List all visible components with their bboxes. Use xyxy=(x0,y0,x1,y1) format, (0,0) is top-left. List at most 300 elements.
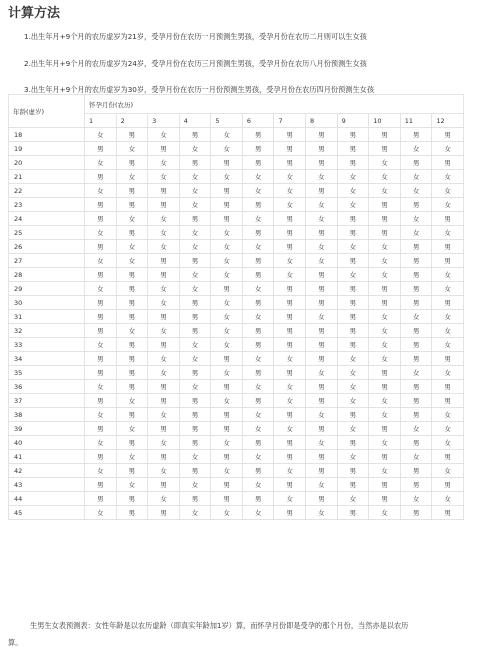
gender-cell: 女 xyxy=(306,212,338,226)
gender-cell: 男 xyxy=(85,492,117,506)
gender-cell: 男 xyxy=(211,422,243,436)
gender-cell: 女 xyxy=(116,254,148,268)
gender-cell: 男 xyxy=(369,142,401,156)
gender-cell: 男 xyxy=(242,338,274,352)
gender-cell: 女 xyxy=(211,128,243,142)
gender-cell: 男 xyxy=(369,128,401,142)
gender-cell: 女 xyxy=(400,310,432,324)
gender-cell: 男 xyxy=(211,184,243,198)
gender-cell: 女 xyxy=(211,240,243,254)
age-cell: 31 xyxy=(9,310,85,324)
table-row xyxy=(9,268,464,282)
gender-cell: 女 xyxy=(179,338,211,352)
table-row xyxy=(9,198,464,212)
gender-cell: 男 xyxy=(242,268,274,282)
gender-cell: 男 xyxy=(242,394,274,408)
gender-cell: 女 xyxy=(369,464,401,478)
gender-cell: 女 xyxy=(85,282,117,296)
gender-cell: 男 xyxy=(400,464,432,478)
gender-cell: 男 xyxy=(242,296,274,310)
gender-cell: 女 xyxy=(179,282,211,296)
gender-cell: 女 xyxy=(337,198,369,212)
gender-cell: 女 xyxy=(211,506,243,520)
gender-cell: 女 xyxy=(400,450,432,464)
gender-cell: 男 xyxy=(116,296,148,310)
gender-cell: 男 xyxy=(306,422,338,436)
gender-cell: 男 xyxy=(337,478,369,492)
table-row xyxy=(9,212,464,226)
gender-cell: 男 xyxy=(400,380,432,394)
gender-cell: 男 xyxy=(369,198,401,212)
month-header-5: 5 xyxy=(211,114,243,128)
gender-cell: 女 xyxy=(432,310,464,324)
gender-cell: 男 xyxy=(306,464,338,478)
gender-cell: 男 xyxy=(85,310,117,324)
gender-cell: 女 xyxy=(337,184,369,198)
gender-cell: 男 xyxy=(116,156,148,170)
gender-cell: 男 xyxy=(211,408,243,422)
gender-cell: 男 xyxy=(148,478,180,492)
gender-cell: 男 xyxy=(116,436,148,450)
gender-cell: 男 xyxy=(116,128,148,142)
gender-cell: 女 xyxy=(85,254,117,268)
gender-cell: 男 xyxy=(211,198,243,212)
gender-cell: 男 xyxy=(306,450,338,464)
gender-cell: 男 xyxy=(400,436,432,450)
gender-cell: 男 xyxy=(306,156,338,170)
age-cell: 29 xyxy=(9,282,85,296)
gender-cell: 男 xyxy=(85,296,117,310)
gender-cell: 男 xyxy=(337,142,369,156)
gender-cell: 女 xyxy=(85,338,117,352)
gender-cell: 男 xyxy=(274,142,306,156)
gender-cell: 女 xyxy=(179,450,211,464)
gender-cell: 女 xyxy=(274,254,306,268)
gender-cell: 女 xyxy=(369,352,401,366)
gender-cell: 女 xyxy=(116,394,148,408)
gender-cell: 女 xyxy=(242,408,274,422)
gender-cell: 男 xyxy=(148,184,180,198)
gender-cell: 女 xyxy=(400,492,432,506)
age-cell: 42 xyxy=(9,464,85,478)
gender-cell: 女 xyxy=(432,408,464,422)
table-row xyxy=(9,254,464,268)
gender-cell: 女 xyxy=(369,268,401,282)
gender-cell: 男 xyxy=(432,212,464,226)
age-cell: 33 xyxy=(9,338,85,352)
gender-cell: 男 xyxy=(337,324,369,338)
gender-cell: 男 xyxy=(337,282,369,296)
gender-cell: 男 xyxy=(148,254,180,268)
table-row xyxy=(9,128,464,142)
gender-cell: 女 xyxy=(148,436,180,450)
age-cell: 24 xyxy=(9,212,85,226)
month-column-header: 怀孕月份(农历) xyxy=(85,95,464,114)
gender-cell: 男 xyxy=(337,338,369,352)
gender-cell: 男 xyxy=(369,282,401,296)
gender-cell: 女 xyxy=(85,156,117,170)
gender-cell: 女 xyxy=(274,394,306,408)
gender-cell: 女 xyxy=(432,492,464,506)
table-row xyxy=(9,240,464,254)
gender-cell: 女 xyxy=(85,436,117,450)
gender-cell: 女 xyxy=(242,240,274,254)
gender-cell: 女 xyxy=(337,380,369,394)
gender-cell: 女 xyxy=(148,240,180,254)
gender-cell: 男 xyxy=(85,422,117,436)
month-header-10: 10 xyxy=(369,114,401,128)
gender-cell: 女 xyxy=(369,184,401,198)
gender-cell: 男 xyxy=(400,352,432,366)
gender-cell: 女 xyxy=(306,478,338,492)
gender-cell: 女 xyxy=(274,492,306,506)
gender-cell: 女 xyxy=(148,226,180,240)
note-2: 2.出生年月+9个月的农历虚岁为24岁，受孕月份在农历三月预测生男孩，受孕月份在农历八月份预测生女孩 xyxy=(24,58,367,68)
gender-cell: 女 xyxy=(148,296,180,310)
gender-cell: 男 xyxy=(274,240,306,254)
gender-cell: 女 xyxy=(148,170,180,184)
gender-cell: 男 xyxy=(179,296,211,310)
gender-cell: 男 xyxy=(116,282,148,296)
gender-cell: 男 xyxy=(432,506,464,520)
gender-cell: 男 xyxy=(85,142,117,156)
gender-cell: 男 xyxy=(400,506,432,520)
age-cell: 28 xyxy=(9,268,85,282)
gender-cell: 女 xyxy=(369,338,401,352)
gender-cell: 女 xyxy=(242,170,274,184)
gender-cell: 男 xyxy=(242,254,274,268)
gender-cell: 女 xyxy=(306,310,338,324)
gender-cell: 男 xyxy=(85,198,117,212)
gender-cell: 女 xyxy=(116,142,148,156)
gender-cell: 女 xyxy=(432,324,464,338)
table-row xyxy=(9,506,464,520)
gender-cell: 男 xyxy=(116,408,148,422)
gender-cell: 女 xyxy=(85,380,117,394)
gender-cell: 男 xyxy=(400,408,432,422)
age-cell: 45 xyxy=(9,506,85,520)
gender-cell: 女 xyxy=(242,310,274,324)
gender-cell: 女 xyxy=(306,366,338,380)
age-cell: 38 xyxy=(9,408,85,422)
gender-cell: 女 xyxy=(116,422,148,436)
gender-cell: 女 xyxy=(337,492,369,506)
gender-cell: 男 xyxy=(306,142,338,156)
table-row xyxy=(9,436,464,450)
gender-cell: 女 xyxy=(400,184,432,198)
gender-cell: 女 xyxy=(274,184,306,198)
gender-cell: 男 xyxy=(148,142,180,156)
gender-cell: 男 xyxy=(211,478,243,492)
gender-cell: 男 xyxy=(306,226,338,240)
gender-cell: 女 xyxy=(148,282,180,296)
table-row xyxy=(9,156,464,170)
gender-cell: 女 xyxy=(337,366,369,380)
gender-cell: 男 xyxy=(432,254,464,268)
gender-cell: 女 xyxy=(369,170,401,184)
gender-cell: 男 xyxy=(400,240,432,254)
gender-cell: 女 xyxy=(242,212,274,226)
gender-cell: 女 xyxy=(85,184,117,198)
gender-cell: 男 xyxy=(85,394,117,408)
footer-line-1: 生男生女表预测表：女性年龄是以农历虚龄（即真实年龄加1岁）算，而怀孕月份即是受孕的那个月份，当然亦是以农历 xyxy=(30,621,409,630)
gender-cell: 女 xyxy=(400,170,432,184)
table-row xyxy=(9,142,464,156)
gender-cell: 男 xyxy=(369,492,401,506)
gender-cell: 男 xyxy=(85,450,117,464)
gender-cell: 男 xyxy=(400,394,432,408)
month-header-9: 9 xyxy=(337,114,369,128)
gender-cell: 男 xyxy=(116,492,148,506)
gender-cell: 女 xyxy=(179,184,211,198)
gender-cell: 男 xyxy=(337,254,369,268)
table-row xyxy=(9,366,464,380)
note-3: 3.出生年月+9个月的农历虚岁为30岁，受孕月份在农历一月份预测生男孩，受孕月份在农历四月份预测生女孩 xyxy=(24,85,375,94)
table-row xyxy=(9,170,464,184)
calculation-notes xyxy=(24,24,494,104)
gender-cell: 男 xyxy=(274,156,306,170)
gender-cell: 女 xyxy=(116,212,148,226)
gender-cell: 女 xyxy=(211,394,243,408)
table-row xyxy=(9,338,464,352)
gender-cell: 女 xyxy=(148,352,180,366)
gender-cell: 男 xyxy=(274,128,306,142)
gender-cell: 男 xyxy=(337,464,369,478)
gender-cell: 女 xyxy=(369,506,401,520)
gender-cell: 女 xyxy=(274,464,306,478)
gender-cell: 男 xyxy=(211,492,243,506)
gender-cell: 男 xyxy=(337,296,369,310)
gender-cell: 女 xyxy=(337,240,369,254)
gender-cell: 男 xyxy=(432,380,464,394)
gender-cell: 女 xyxy=(242,184,274,198)
gender-cell: 男 xyxy=(306,296,338,310)
gender-cell: 男 xyxy=(400,128,432,142)
gender-cell: 男 xyxy=(306,380,338,394)
page-title: 计算方法 xyxy=(8,6,61,21)
age-cell: 27 xyxy=(9,254,85,268)
gender-cell: 女 xyxy=(274,380,306,394)
gender-cell: 女 xyxy=(179,478,211,492)
gender-cell: 男 xyxy=(179,212,211,226)
gender-cell: 女 xyxy=(369,240,401,254)
gender-cell: 男 xyxy=(432,394,464,408)
gender-cell: 女 xyxy=(242,450,274,464)
gender-cell: 男 xyxy=(179,366,211,380)
gender-cell: 男 xyxy=(85,212,117,226)
gender-cell: 男 xyxy=(432,352,464,366)
gender-cell: 女 xyxy=(337,394,369,408)
gender-cell: 女 xyxy=(211,268,243,282)
gender-cell: 女 xyxy=(85,226,117,240)
gender-cell: 女 xyxy=(337,170,369,184)
gender-cell: 男 xyxy=(148,506,180,520)
table-row xyxy=(9,408,464,422)
gender-cell: 男 xyxy=(337,506,369,520)
gender-cell: 男 xyxy=(306,492,338,506)
gender-cell: 女 xyxy=(274,268,306,282)
gender-cell: 女 xyxy=(274,422,306,436)
month-header-3: 3 xyxy=(148,114,180,128)
gender-cell: 女 xyxy=(432,464,464,478)
gender-prediction-table xyxy=(8,94,464,520)
gender-cell: 男 xyxy=(306,394,338,408)
gender-cell: 男 xyxy=(369,422,401,436)
table-row xyxy=(9,394,464,408)
gender-cell: 男 xyxy=(148,380,180,394)
gender-cell: 女 xyxy=(432,282,464,296)
gender-cell: 女 xyxy=(148,324,180,338)
gender-cell: 男 xyxy=(337,128,369,142)
gender-cell: 男 xyxy=(242,156,274,170)
gender-cell: 男 xyxy=(337,212,369,226)
gender-cell: 女 xyxy=(306,170,338,184)
gender-cell: 女 xyxy=(148,464,180,478)
gender-cell: 男 xyxy=(179,492,211,506)
gender-cell: 女 xyxy=(116,478,148,492)
gender-cell: 女 xyxy=(179,226,211,240)
gender-cell: 男 xyxy=(148,310,180,324)
gender-cell: 男 xyxy=(306,338,338,352)
gender-cell: 男 xyxy=(179,310,211,324)
gender-cell: 男 xyxy=(369,366,401,380)
gender-cell: 男 xyxy=(274,506,306,520)
gender-cell: 男 xyxy=(274,366,306,380)
gender-cell: 男 xyxy=(274,296,306,310)
gender-cell: 女 xyxy=(369,310,401,324)
gender-cell: 男 xyxy=(116,226,148,240)
age-cell: 37 xyxy=(9,394,85,408)
note-1: 1.出生年月+9个月的农历虚岁为21岁，受孕月份在农历一月预测生男孩，受孕月份在农历二月则可以生女孩 xyxy=(24,32,367,41)
age-cell: 21 xyxy=(9,170,85,184)
gender-cell: 男 xyxy=(369,226,401,240)
gender-cell: 女 xyxy=(242,506,274,520)
age-cell: 18 xyxy=(9,128,85,142)
gender-cell: 男 xyxy=(274,436,306,450)
gender-cell: 男 xyxy=(274,282,306,296)
gender-cell: 女 xyxy=(85,408,117,422)
gender-cell: 男 xyxy=(242,226,274,240)
gender-cell: 女 xyxy=(179,506,211,520)
age-cell: 26 xyxy=(9,240,85,254)
gender-cell: 女 xyxy=(369,324,401,338)
gender-cell: 男 xyxy=(116,464,148,478)
age-cell: 35 xyxy=(9,366,85,380)
gender-cell: 男 xyxy=(337,436,369,450)
gender-cell: 男 xyxy=(400,254,432,268)
age-cell: 23 xyxy=(9,198,85,212)
table-row xyxy=(9,310,464,324)
gender-cell: 男 xyxy=(179,436,211,450)
gender-cell: 男 xyxy=(211,380,243,394)
gender-cell: 女 xyxy=(274,170,306,184)
gender-cell: 男 xyxy=(274,338,306,352)
gender-cell: 女 xyxy=(337,352,369,366)
age-cell: 36 xyxy=(9,380,85,394)
gender-cell: 女 xyxy=(432,226,464,240)
gender-cell: 男 xyxy=(85,324,117,338)
gender-cell: 女 xyxy=(432,142,464,156)
gender-cell: 男 xyxy=(432,296,464,310)
gender-cell: 男 xyxy=(211,282,243,296)
gender-cell: 女 xyxy=(148,212,180,226)
gender-cell: 男 xyxy=(400,324,432,338)
gender-cell: 女 xyxy=(400,366,432,380)
gender-cell: 男 xyxy=(179,254,211,268)
gender-cell: 男 xyxy=(211,352,243,366)
gender-cell: 女 xyxy=(432,366,464,380)
age-cell: 39 xyxy=(9,422,85,436)
age-cell: 41 xyxy=(9,450,85,464)
month-header-11: 11 xyxy=(400,114,432,128)
age-cell: 44 xyxy=(9,492,85,506)
gender-cell: 女 xyxy=(179,380,211,394)
gender-cell: 男 xyxy=(306,324,338,338)
gender-cell: 男 xyxy=(148,268,180,282)
gender-cell: 男 xyxy=(369,478,401,492)
gender-cell: 女 xyxy=(337,422,369,436)
gender-cell: 男 xyxy=(432,156,464,170)
gender-cell: 男 xyxy=(211,212,243,226)
gender-cell: 女 xyxy=(274,198,306,212)
gender-cell: 女 xyxy=(179,352,211,366)
gender-cell: 女 xyxy=(400,212,432,226)
gender-cell: 男 xyxy=(242,324,274,338)
gender-cell: 男 xyxy=(116,380,148,394)
gender-cell: 女 xyxy=(306,198,338,212)
gender-cell: 女 xyxy=(400,226,432,240)
footer-note xyxy=(8,617,478,651)
gender-cell: 女 xyxy=(337,450,369,464)
gender-cell: 女 xyxy=(179,240,211,254)
table-row xyxy=(9,352,464,366)
gender-cell: 男 xyxy=(148,394,180,408)
month-header-4: 4 xyxy=(179,114,211,128)
gender-cell: 男 xyxy=(85,268,117,282)
age-cell: 43 xyxy=(9,478,85,492)
gender-cell: 男 xyxy=(369,380,401,394)
gender-cell: 女 xyxy=(85,506,117,520)
gender-cell: 男 xyxy=(179,324,211,338)
table-row xyxy=(9,422,464,436)
gender-cell: 女 xyxy=(306,506,338,520)
table-row xyxy=(9,464,464,478)
gender-cell: 女 xyxy=(432,198,464,212)
gender-cell: 女 xyxy=(306,254,338,268)
gender-cell: 男 xyxy=(179,408,211,422)
table-row xyxy=(9,296,464,310)
gender-cell: 女 xyxy=(179,170,211,184)
gender-cell: 女 xyxy=(432,436,464,450)
table-row xyxy=(9,282,464,296)
gender-cell: 女 xyxy=(369,436,401,450)
gender-cell: 男 xyxy=(242,142,274,156)
gender-cell: 男 xyxy=(400,296,432,310)
gender-cell: 女 xyxy=(148,366,180,380)
gender-cell: 女 xyxy=(211,170,243,184)
gender-cell: 男 xyxy=(337,156,369,170)
gender-cell: 男 xyxy=(337,310,369,324)
gender-cell: 男 xyxy=(432,240,464,254)
table-row xyxy=(9,324,464,338)
gender-cell: 女 xyxy=(211,142,243,156)
gender-cell: 女 xyxy=(211,366,243,380)
gender-cell: 女 xyxy=(274,352,306,366)
gender-cell: 男 xyxy=(432,128,464,142)
age-cell: 40 xyxy=(9,436,85,450)
gender-cell: 男 xyxy=(179,128,211,142)
age-cell: 32 xyxy=(9,324,85,338)
